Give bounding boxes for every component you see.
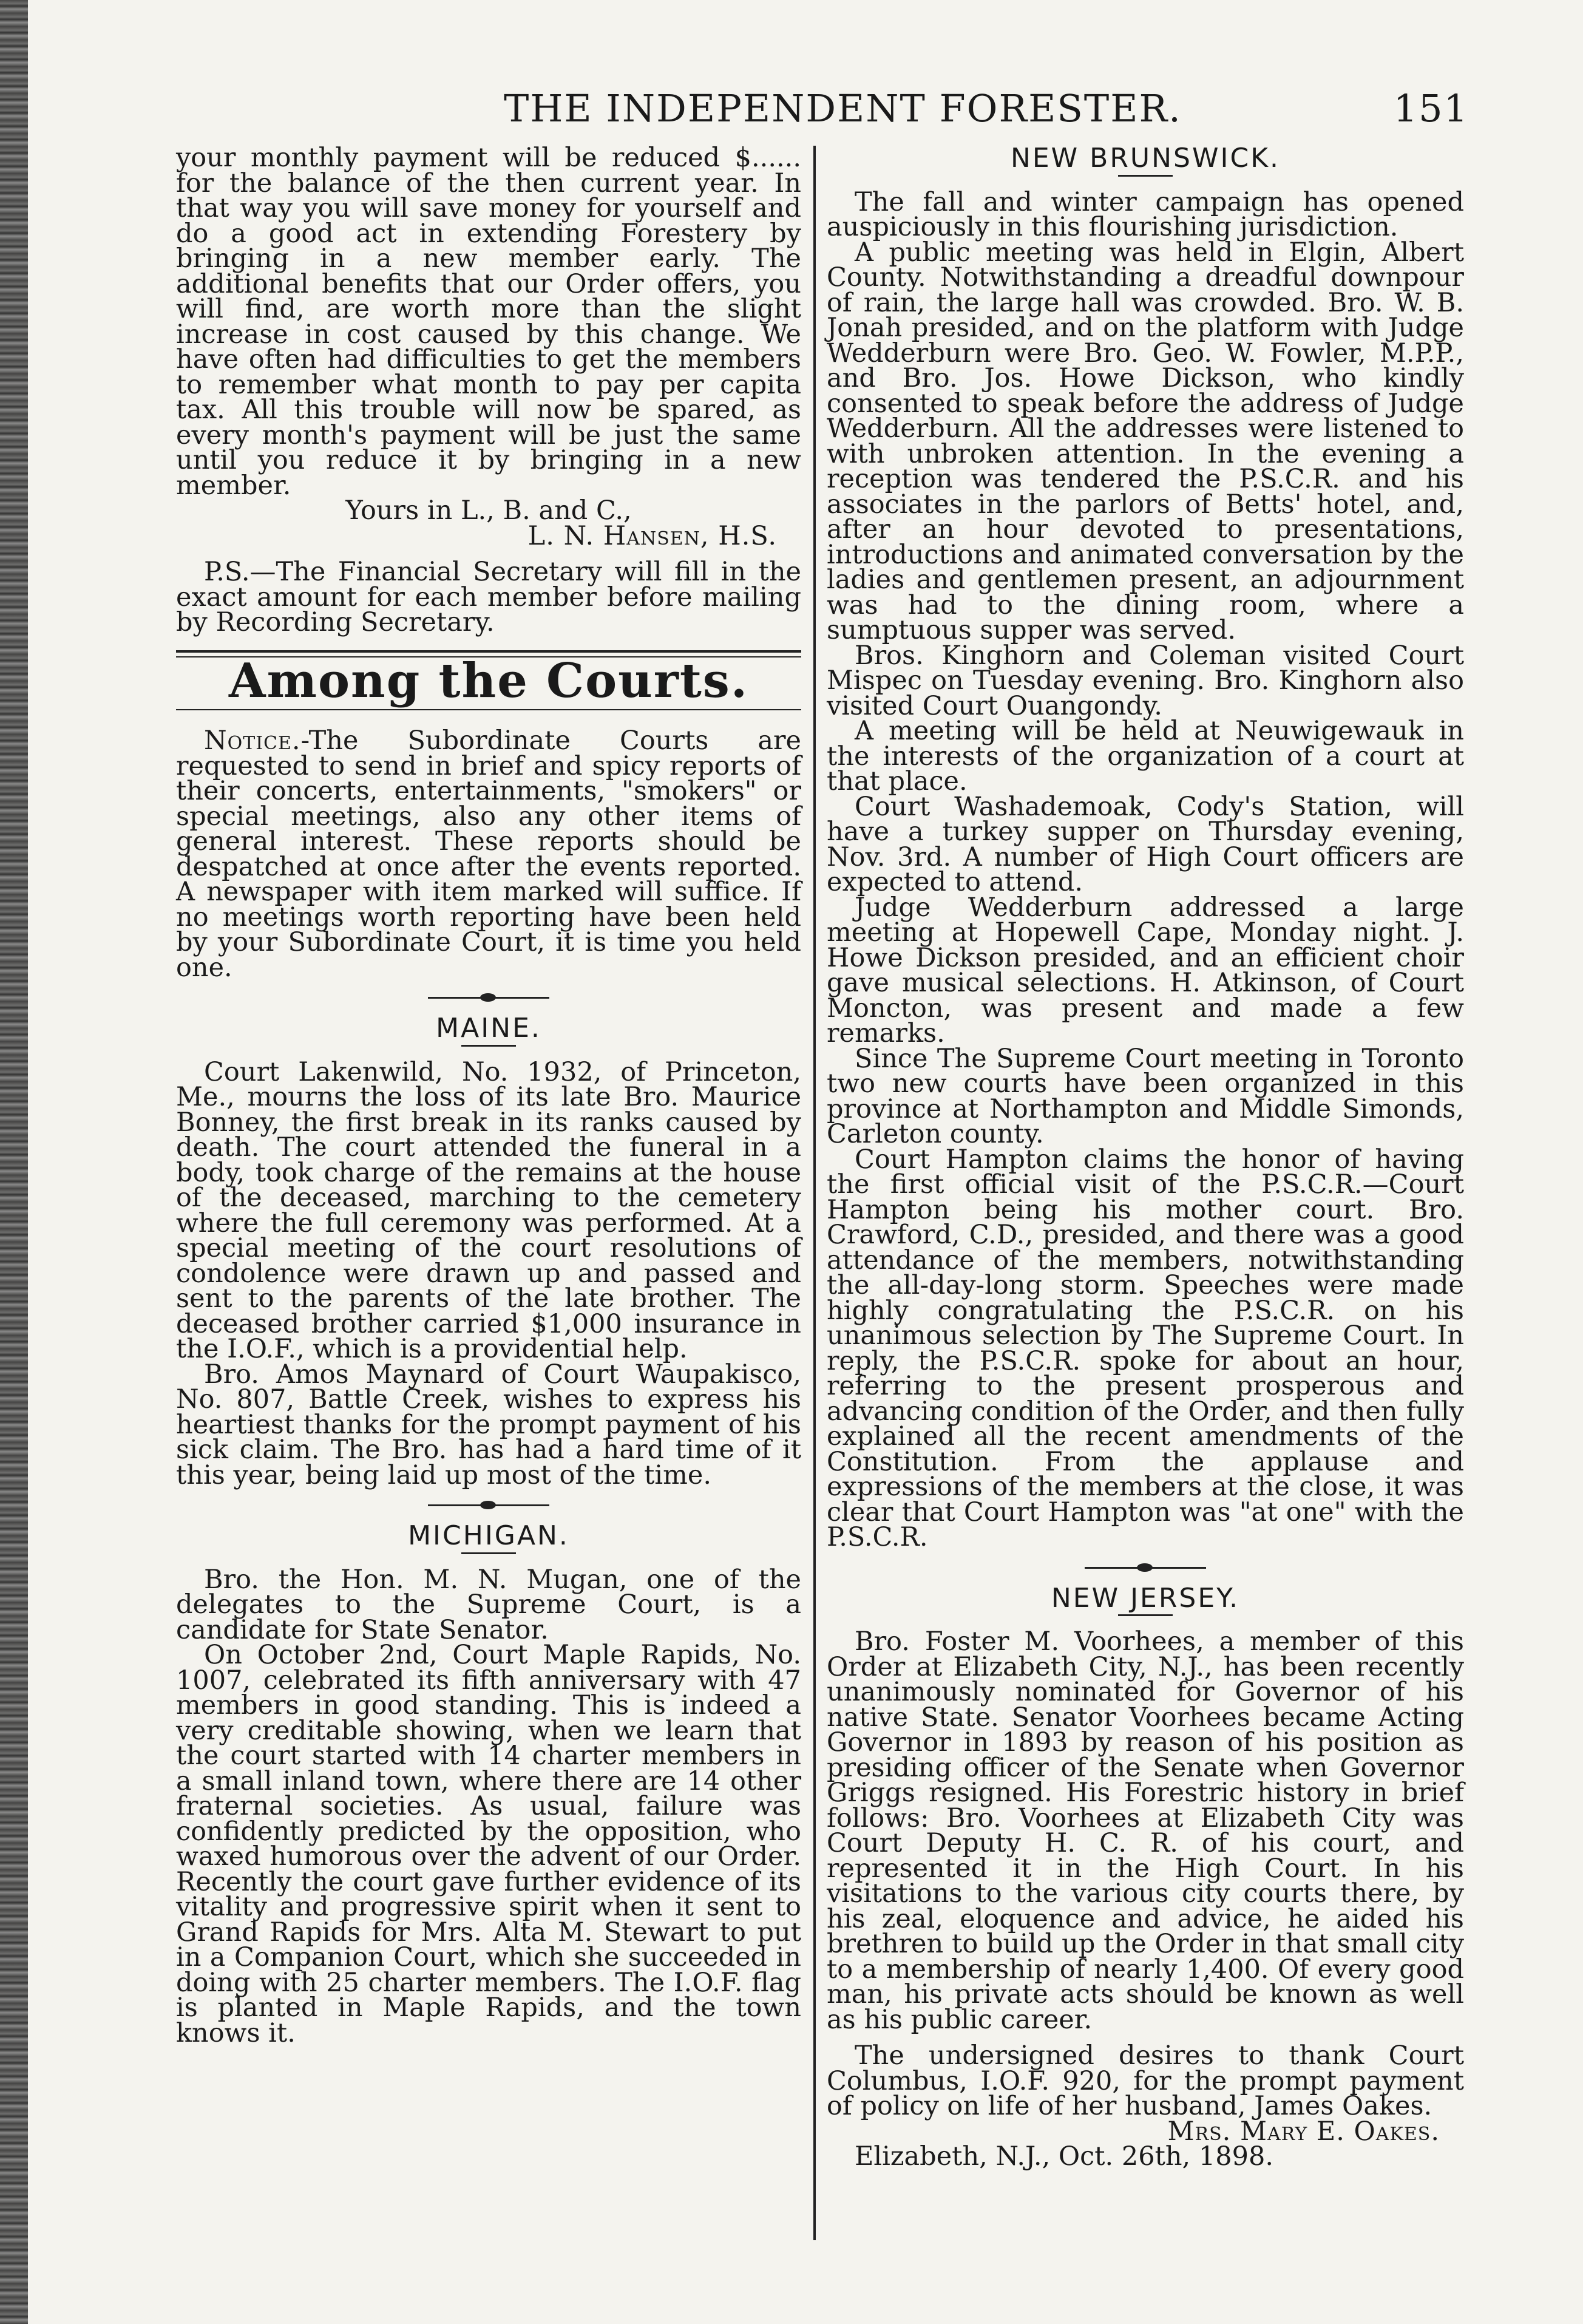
page-header: [176, 86, 1469, 141]
page-binding-edge: [0, 0, 28, 2324]
heading-rule: [461, 1045, 516, 1047]
maine-paragraph-1: Court Lakenwild, No. 1932, of Princeton, Me., mourns the loss of its late Bro. Maurice Bonney, the first break in its ranks caused by death. The court attended the funeral in a body, took charge of the remains at the house of the deceased, marching to the cemetery where the full ceremony was performed. At a special meeting of the court resolutions of condolence were drawn up and passed and sent to the parents of the late brother. The deceased brother carried $1,000 insurance in the I.O.F., which is a providential help.: [176, 1056, 801, 1364]
page-number: 151: [1393, 86, 1469, 131]
new-jersey-dateline: Elizabeth, N.J., Oct. 26th, 1898.: [855, 2141, 1273, 2172]
intro-paragraph: your monthly payment will be reduced $...... for the balance of the then current year. In that way you will save money for yourself and do a good act in extending Forestery by bringing in a new member early. The additional benefits that our Order offers, you will find, are worth more than the slight increase in cost caused by this change. We have often had difficulties to get the members to remember what month to pay per capita tax. All this trouble will now be spared, as every month's payment will be just the same until you reduce it by bringing in a new member.: [176, 143, 801, 501]
new-jersey-paragraph-1: Bro. Foster M. Voorhees, a member of this Order at Elizabeth City, N.J., has been recently unanimously nominated for Governor of his native State. Senator Voorhees became Acting Governor in 1893 by reason of his position as presiding officer of the Senate when Governor Griggs resigned. His Forestric history in brief follows: Bro. Voorhees at Elizabeth City was Court Deputy H. C. R. of his court, and represented it in the High Court. In his visitations to the various city courts there, by his zeal, eloquence and advice, he aided his brethren to build up the Order in that small city to a membership of nearly 1,400. Of every good man, his private acts should be known as well as his public career.: [827, 1626, 1464, 2035]
notice-paragraph: [176, 725, 801, 983]
postscript: P.S.—The Financial Secretary will fill in the exact amount for each member before mailing by Recording Secretary.: [176, 557, 801, 637]
new-brunswick-heading: NEW BRUNSWICK.: [1010, 143, 1281, 174]
heading-rule: [1118, 1614, 1173, 1616]
running-title: THE INDEPENDENT FORESTER.: [504, 86, 1182, 131]
banner-rule: [176, 709, 801, 710]
maine-heading: MAINE.: [436, 1013, 541, 1044]
new-brunswick-paragraph-3: Bros. Kinghorn and Coleman visited Court Mispec on Tuesday evening. Bro. Kinghorn also visited Court Ouangondy.: [827, 640, 1464, 721]
notice-label: Notice.: [204, 725, 301, 756]
new-brunswick-paragraph-2: A public meeting was held in Elgin, Albert County. Notwithstanding a dreadful downpour of rain, the large hall was crowded. Bro. W. B. Jonah presided, and on the platform with Judge Wedderburn were Bro. Geo. W. Fowler, M.P.P., and Bro. Jos. Howe Dickson, who kindly consented to speak before the address of Judge Wedderburn. All the addresses were listened to with unbroken attention. In the evening a reception was tendered the P.S.C.R. and his associates in the parlors of Betts' hotel, and, after an hour devoted to presentations, introductions and animated conversation by the ladies and gentlemen present, an adjournment was had to the dining room, where a sumptuous supper was served.: [827, 237, 1464, 645]
new-brunswick-paragraph-6: Judge Wedderburn addressed a large meeting at Hopewell Cape, Monday night. J. Howe Dickson presided, and an efficient choir gave musical selections. H. Atkinson, of Court Moncton, was present and made a few remarks.: [827, 892, 1464, 1048]
new-jersey-signature: Mrs. Mary E. Oakes.: [1167, 2116, 1440, 2147]
michigan-heading: MICHIGAN.: [408, 1520, 569, 1551]
letter-signature: L. N. Hansen, H.S.: [527, 520, 777, 551]
heading-rule: [1118, 175, 1173, 177]
department-banner-title: Among the Courts.: [228, 653, 748, 708]
heading-rule: [461, 1552, 516, 1554]
new-jersey-paragraph-2: The undersigned desires to thank Court Columbus, I.O.F. 920, for the prompt payment of policy on life of her husband, James Oakes.: [827, 2040, 1464, 2121]
new-brunswick-paragraph-8: Court Hampton claims the honor of having the first official visit of the P.S.C.R.—Court Hampton being his mother court. Bro. Crawford, C.D., presided, and there was a good attendance of the members, notwithstanding the all-day-long storm. Speeches were made highly congratulating the P.S.C.R. on his unanimous selection by The Supreme Court. In reply, the P.S.C.R. spoke for about an hour, referring to the present prosperous and advancing condition of the Order, and then fully explained all the recent amendments of the Constitution. From the applause and expressions of the members at the close, it was clear that Court Hampton was "at one" with the P.S.C.R.: [827, 1144, 1464, 1552]
new-jersey-heading: NEW JERSEY.: [1051, 1582, 1240, 1614]
notice-text: -The Subordinate Courts are requested to send in brief and spicy reports of their concerts, entertainments, "smokers" or special meetings, also any other items of general interest. These reports should be despatched at once after the events reported. A newspaper with item marked will suffice. If no meetings worth reporting have been held by your Subordinate Court, it is time you held one.: [176, 725, 801, 983]
new-brunswick-paragraph-7: Since The Supreme Court meeting in Toronto two new courts have been organized in this province at Northampton and Middle Simonds, Carleton county.: [827, 1043, 1464, 1149]
right-column: [827, 143, 1464, 2172]
michigan-paragraph-1: Bro. the Hon. M. N. Mugan, one of the delegates to the Supreme Court, is a candidate for State Senator.: [176, 1564, 801, 1645]
michigan-paragraph-2: On October 2nd, Court Maple Rapids, No. 1007, celebrated its fifth anniversary with 47 members in good standing. This is indeed a very creditable showing, when we learn that the court started with 14 charter members in a small inland town, where there are 14 other fraternal societies. As usual, failure was confidently predicted by the opposition, who waxed humorous over the advent of our Order. Recently the court gave further evidence of its vitality and progressive spirit when it sent to Grand Rapids for Mrs. Alta M. Stewart to put in a Companion Court, which she succeeded in doing with 25 charter members. The I.O.F. flag is planted in Maple Rapids, and the town knows it.: [176, 1640, 801, 2048]
ornament-divider: [428, 991, 549, 1004]
letter-closing: Yours in L., B. and C.,: [345, 495, 632, 526]
new-brunswick-paragraph-4: A meeting will be held at Neuwigewauk in the interests of the organization of a court at that place.: [827, 716, 1464, 797]
ornament-divider: [428, 1499, 549, 1511]
maine-paragraph-2: Bro. Amos Maynard of Court Waupakisco, No. 807, Battle Creek, wishes to express his heartiest thanks for the prompt payment of his sick claim. The Bro. has had a hard time of it this year, being laid up most of the time.: [176, 1359, 801, 1490]
left-column: [176, 143, 801, 2048]
new-brunswick-paragraph-5: Court Washademoak, Cody's Station, will have a turkey supper on Thursday evening, Nov. 3rd. A number of High Court officers are expected to attend.: [827, 791, 1464, 897]
new-brunswick-paragraph-1: The fall and winter campaign has opened auspiciously in this flourishing jurisdiction.: [827, 186, 1464, 242]
ornament-divider: [1085, 1561, 1206, 1574]
column-divider: [813, 146, 816, 2240]
